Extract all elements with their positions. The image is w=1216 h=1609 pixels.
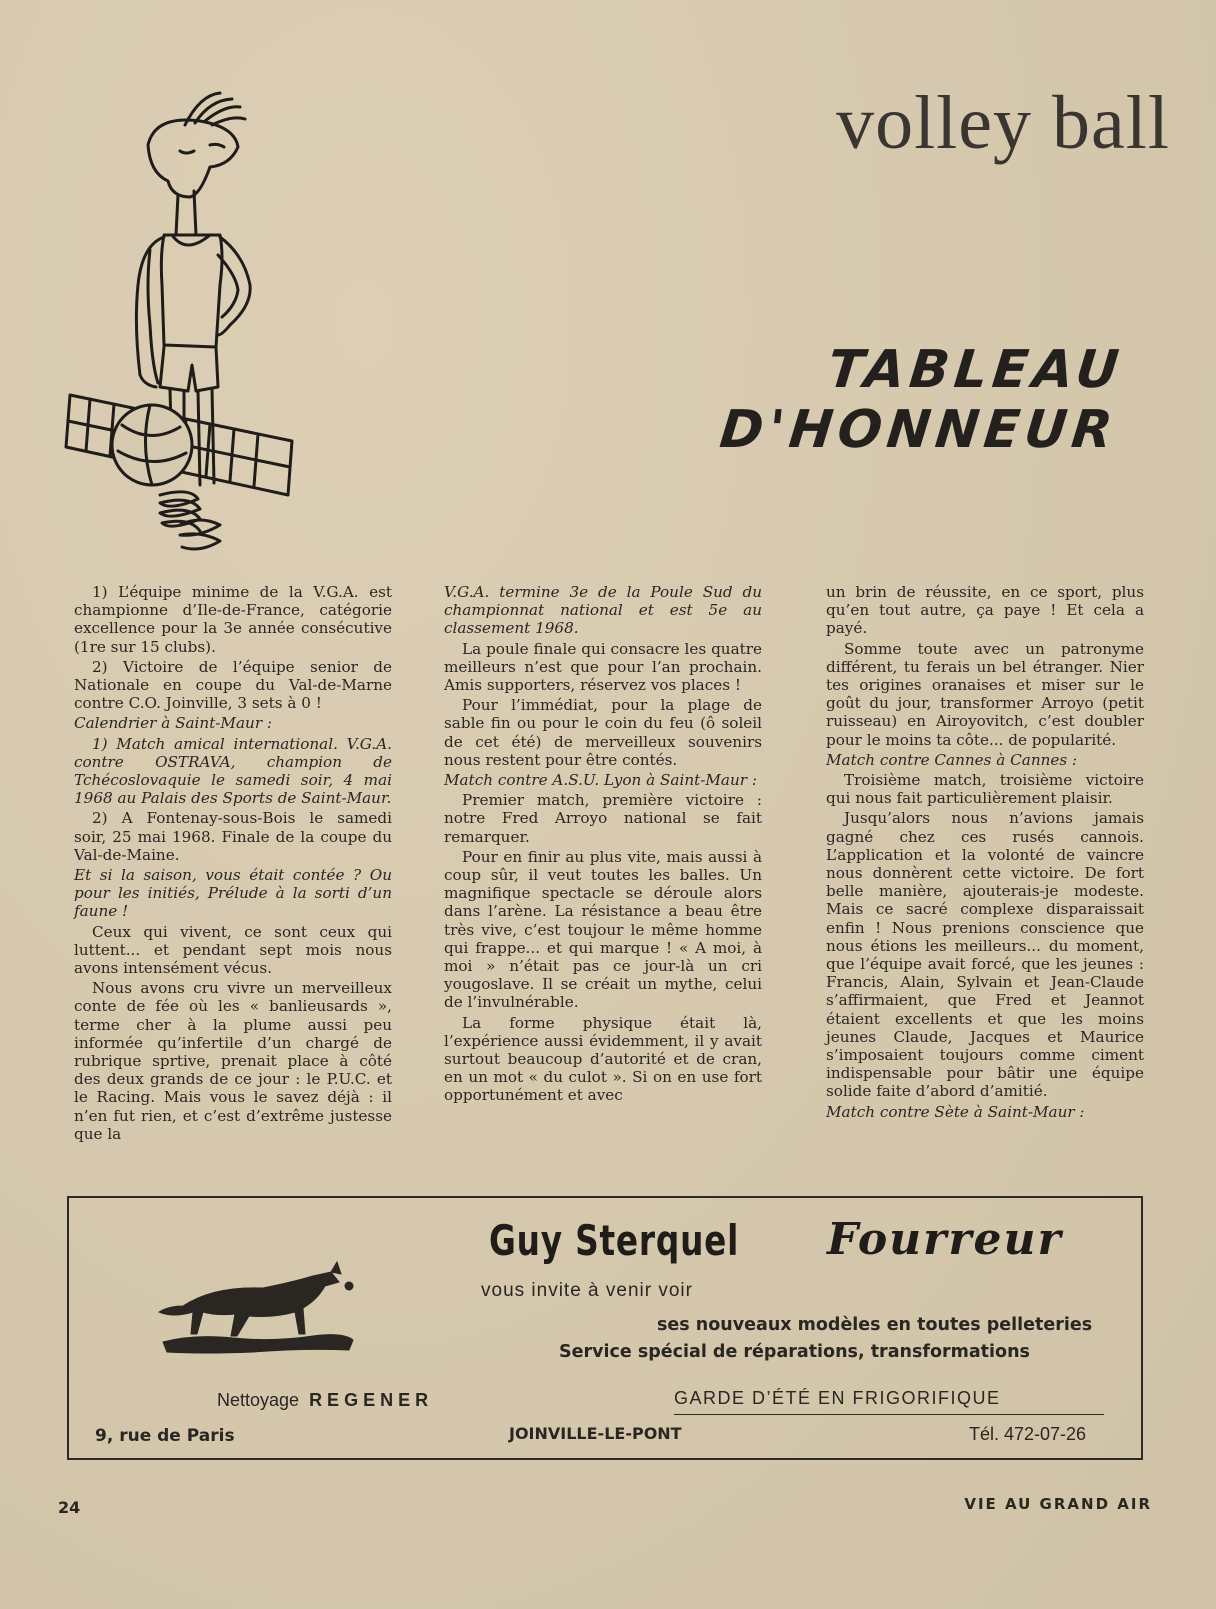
page-number: 24 <box>58 1498 81 1517</box>
article-paragraph: Premier match, première victoire : notre Fred Arroyo national se fait remarquer. <box>444 791 762 846</box>
article-paragraph: Jusqu’alors nous n’avions jamais gagné chez ces rusés cannois. L’application et la volonté de vaincre nous donnèrent cette victoire. De fort belle manière, ajouterais-je modeste. Mais ce sacré complexe disparaissait enfin ! Nous prenions conscience que nous étions les meilleurs... du moment, que l’équipe avait forcé, que les jeunes : Francis, Alain, Sylvain et Jean-Claude s’affirmaient, que Fred et Jeannot étaient excellents et que les moins jeunes Claude, Jacques et Maurice s’imposaient toujours comme ciment indispensable pour bâtir une équipe solide faite d’abord d’amitié. <box>826 809 1144 1101</box>
ad-address: 9, rue de Paris <box>95 1426 235 1446</box>
article-paragraph: 2) A Fontenay-sous-Bois le samedi soir, 25 mai 1968. Finale de la coupe du Val-de-Maine. <box>74 809 392 864</box>
ad-invite: vous invite à venir voir <box>481 1280 693 1301</box>
article-paragraph: un brin de réussite, en ce sport, plus qu’en tout autre, ça paye ! Et cela a payé. <box>826 583 1144 638</box>
ad-storage: GARDE D’ÉTÉ EN FRIGORIFIQUE <box>674 1388 1001 1408</box>
article-paragraph: 1) L’équipe minime de la V.G.A. est championne d’Ile-de-France, catégorie excellence pour la 3e année consécutive (1re sur 15 clubs). <box>74 583 392 656</box>
article-paragraph: Pour l’immédiat, pour la plage de sable fin ou pour le coin du feu (ô soleil de cet été) de merveilleux souvenirs nous restent pour être contés. <box>444 696 762 769</box>
article-paragraph: La poule finale qui consacre les quatre meilleurs n’est que pour l’an prochain. Amis supporters, réservez vos places ! <box>444 639 762 695</box>
article-paragraph: Troisième match, troisième victoire qui nous fait particulièrement plaisir. <box>826 771 1144 808</box>
ad-cleaning <box>217 1390 433 1411</box>
article-paragraph: Pour en finir au plus vite, mais aussi à coup sûr, il veut toutes les balles. Un magnifique spectacle se déroule alors dans l’arène. La résistance a beau être très vive, c’est toujour le même homme qui frappe... et qui marque ! « A moi, à moi » n’était pas ce jour-là un cri yougoslave. Il se créait un mythe, celui de l’invulnérable. <box>444 847 762 1012</box>
article-paragraph: Match contre Sète à Saint-Maur : <box>826 1102 1085 1121</box>
article-paragraph: 2) Victoire de l’équipe senior de Nationale en coupe du Val-de-Marne contre C.O. Joinville, 3 sets à 0 ! <box>74 657 392 713</box>
article-paragraph: V.G.A. termine 3e de la Poule Sud du championnat national et est 5e au classement 1968. <box>444 583 762 638</box>
article-paragraph: Calendrier à Saint-Maur : <box>74 714 273 733</box>
article-paragraph: Somme toute avec un patronyme différent, tu ferais un bel étranger. Nier tes origines oranaises et miser sur le goût du jour, transformer Arroyo (petit ruisseau) en Airoyovitch, c’est doubler pour le moins ta côte... de popularité. <box>826 639 1144 749</box>
article-paragraph: 1) Match amical international. V.G.A. contre OSTRAVA, champion de Tchécoslovaquie le samedi soir, 4 mai 1968 au Palais des Sports de Saint-Maur. <box>74 734 392 808</box>
ad-cleaning-label: Nettoyage <box>217 1390 300 1410</box>
volleyball-player-drawing <box>60 85 320 570</box>
article-paragraph: Match contre Cannes à Cannes : <box>826 750 1078 769</box>
article-paragraph: Et si la saison, vous était contée ? Ou pour les initiés, Prélude à la sorti d’un faune ! <box>74 866 392 921</box>
fox-engraving-icon <box>153 1242 363 1358</box>
article-column-3 <box>826 583 1144 1123</box>
ad-brand-name: Guy Sterquel <box>489 1216 740 1265</box>
ad-cleaning-brand: REGENER <box>309 1390 434 1410</box>
ad-phone: Tél. 472-07-26 <box>969 1424 1087 1444</box>
article-column-2 <box>444 583 762 1107</box>
ad-line-services: Service spécial de réparations, transformations <box>559 1342 1030 1362</box>
article-paragraph: Nous avons cru vivre un merveilleux conte de fée où les « banlieusards », terme cher à la plume aussi peu informée qu’infertile d’un chargé de rubrique sprtive, prenait place à côté des deux grands de ce jour : le P.U.C. et le Racing. Mais vous le savez déjà : il n’en fut rien, et c’est d’extrême justesse que la <box>74 979 392 1143</box>
ad-divider <box>674 1414 1104 1415</box>
article-paragraph: La forme physique était là, l’expérience aussi évidemment, il y avait surtout beaucoup d’autorité et de cran, en un mot « du culot ». Si on en use fort opportunément et avec <box>444 1013 762 1105</box>
advertisement-box <box>67 1196 1143 1460</box>
ad-city: JOINVILLE-LE-PONT <box>509 1424 682 1443</box>
subtitle: TABLEAU D'HONNEUR <box>717 340 1127 460</box>
article-column-1 <box>74 583 392 1145</box>
ad-line-products: ses nouveaux modèles en toutes pelleteries <box>657 1315 1093 1335</box>
magazine-title: VIE AU GRAND AIR <box>964 1495 1152 1513</box>
headline: volley ball <box>836 81 1170 165</box>
article-paragraph: Match contre A.S.U. Lyon à Saint-Maur : <box>444 771 757 790</box>
article-paragraph: Ceux qui vivent, ce sont ceux qui luttent... et pendant sept mois nous avons intensément vécus. <box>74 922 392 978</box>
ad-trade: Fourreur <box>827 1214 1063 1265</box>
